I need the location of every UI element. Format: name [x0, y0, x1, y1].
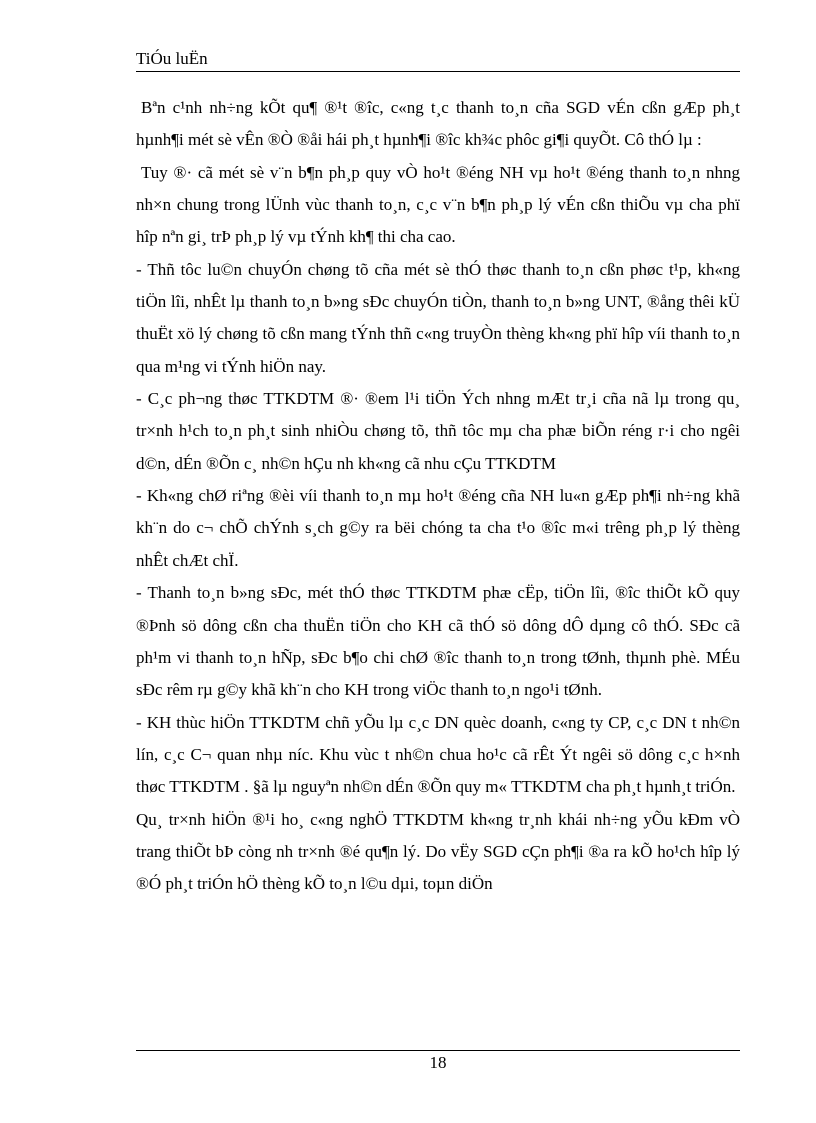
paragraph-payment-methods: - C¸c ph¬ng thøc TTKDTM ®· ®em l¹i tiÖn Ých nhng mÆt tr¸i cña nã lµ trong qu¸ tr×nh h¹ch to¸n ph¸t sinh nhiÒu chøng tõ, thñ tôc mµ cha phæ biÕn réng r·i cho ngêi d©n, dÉn ®Õn c¸ nh©n hÇu nh kh«ng cã nhu cÇu TTKDTM [136, 389, 740, 473]
paragraph-customers: - KH thùc hiÖn TTKDTM chñ yÕu lµ c¸c DN quèc doanh, c«ng ty CP, c¸c DN t nh©n lín, c¸c C¬ quan nhµ níc. Khu vùc t nh©n chua ho¹c cã rÊt Ýt ngêi sö dông c¸c h×nh thøc TTKDTM . §ã lµ nguyªn nh©n dÉn ®Õn quy m« TTKDTM cha ph¸t hµnh¸t triÓn. [136, 712, 740, 797]
paragraph-cheque-payment: - Thanh to¸n b»ng sÐc, mét thÓ thøc TTKDTM phæ cËp, tiÖn lîi, ®îc thiÕt kÕ quy ®Þnh sö dông cßn cha thuËn tiÖn cho KH cã thÓ sö dông dÔ dµng cô thÓ. SÐc cã ph¹m vi thanh to¸n hÑp, sÐc b¶o chi chØ ®îc thanh to¸n trong tØnh, thµnh phè. MÉu sÐc rêm rµ g©y khã kh¨n cho KH trong viÖc thanh to¸n ngo¹i tØnh. [136, 583, 740, 700]
paragraph-modernization: Qu¸ tr×nh hiÖn ®¹i ho¸ c«ng nghÖ TTKDTM kh«ng tr¸nh khái nh÷ng yÕu kÐm vÒ trang thiÕt bÞ còng nh tr×nh ®é qu¶n lý. Do vËy SGD cÇn ph¶i ®a ra kÕ ho¹ch hîp lý ®Ó ph¸t triÓn hÖ thèng kÕ to¸n l©u dµi, toµn diÖn [136, 809, 740, 894]
paragraph-policy-mechanism: - Kh«ng chØ riªng ®èi víi thanh to¸n mµ ho¹t ®éng cña NH lu«n gÆp ph¶i nh÷ng khã kh¨n do c¬ chÕ chÝnh s¸ch g©y ra bëi chóng ta cha t¹o ®îc m«i trêng ph¸p lý thèng nhÊt chÆt chÏ. [136, 486, 740, 570]
header-divider [136, 71, 740, 72]
page-header-title: TiÓu luËn [136, 49, 208, 68]
paragraph-intro: Bªn c¹nh nh÷ng kÕt qu¶ ®¹t ®îc, c«ng t¸c thanh to¸n cña SGD vÉn cßn gÆp ph¸t hµnh¶i mét sè vÊn ®Ò ®åi hái ph¸t hµnh¶i ®îc kh¾c phôc gi¶i quyÕt. Cô thÓ lµ : [136, 98, 740, 150]
footer-divider [136, 1050, 740, 1051]
page-number: 18 [429, 1053, 447, 1072]
document-body [136, 92, 740, 901]
paragraph-legal-framework: Tuy ®· cã mét sè v¨n b¶n ph¸p quy vÒ ho¹t ®éng NH vµ ho¹t ®éng thanh to¸n nhng nh×n chung trong lÜnh vùc thanh to¸n, c¸c v¨n b¶n ph¸p lý vÉn cßn thiÕu vµ cha phï hîp nªn gi¸ trÞ ph¸p lý vµ tÝnh kh¶ thi cha cao. [136, 162, 740, 247]
paragraph-procedures: - Thñ tôc lu©n chuyÓn chøng tõ cña mét sè thÓ thøc thanh to¸n cßn phøc t¹p, kh«ng tiÖn lîi, nhÊt lµ thanh to¸n b»ng sÐc chuyÓn tiÒn, thanh to¸n b»ng UNT, ®ång thêi kÜ thuËt xö lý chøng tõ cßn mang tÝnh thñ c«ng truyÒn thèng kh«ng phï hîp víi thanh to¸n qua m¹ng vi tÝnh hiÖn nay. [136, 259, 740, 376]
